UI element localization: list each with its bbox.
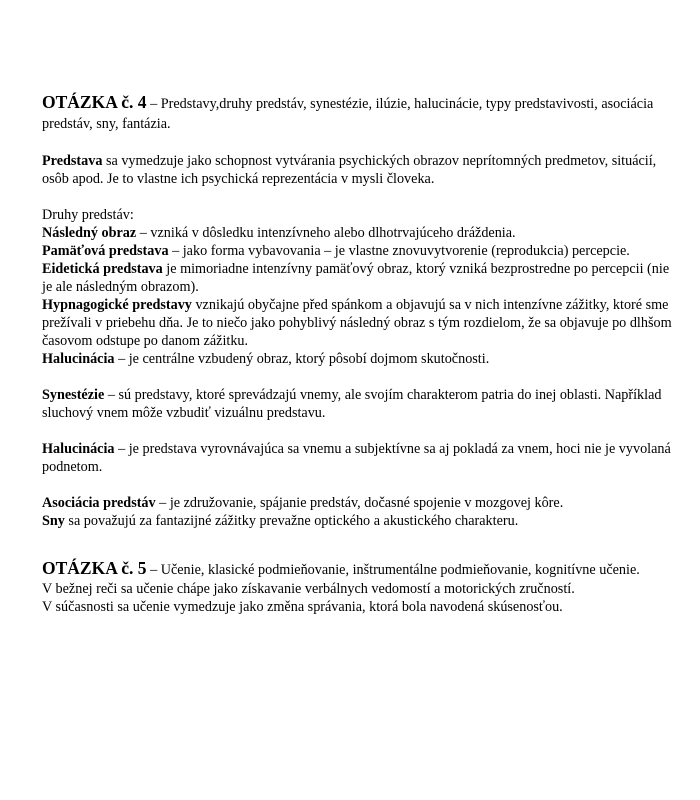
definition-paragraph <box>42 152 682 188</box>
type-term: Hypnagogické predstavy <box>42 297 192 313</box>
type-text: – vzniká v dôsledku intenzívneho alebo dlhotrvajúceho dráždenia. <box>136 225 516 241</box>
synestezie-paragraph <box>42 386 682 422</box>
halucinacia-term: Halucinácia <box>42 441 115 457</box>
question-5-heading <box>42 558 682 580</box>
synestezie-term: Synestézie <box>42 387 105 403</box>
type-term: Halucinácia <box>42 351 115 367</box>
question-4-label: OTÁZKA č. 4 <box>42 92 147 112</box>
type-item <box>42 224 682 242</box>
synestezie-text: – sú predstavy, ktoré sprevádzajú vnemy, ale svojím charakterom patria do inej oblasti. Například sluchový vnem môže vzbudiť vizuálnu predstavu. <box>42 387 662 421</box>
type-term: Eidetická predstava <box>42 261 163 277</box>
halucinacia-text: – je predstava vyrovnávajúca sa vnemu a subjektívne sa aj pokladá za vnem, hoci nie je vyvolaná podnetom. <box>42 441 671 475</box>
question-4-topic: – Predstavy,druhy predstáv, synestézie, ilúzie, halucinácie, typy predstavivosti, asociácia predstáv, sny, fantázia. <box>42 96 654 132</box>
type-term: Pamäťová predstava <box>42 243 169 259</box>
type-term: Následný obraz <box>42 225 137 241</box>
type-item <box>42 350 682 368</box>
type-text: – je centrálne vzbudený obraz, ktorý pôsobí dojmom skutočnosti. <box>114 351 490 367</box>
halucinacia-paragraph <box>42 440 682 476</box>
definition-term: Predstava <box>42 153 103 169</box>
type-text: – jako forma vybavovania – je vlastne znovuvytvorenie (reprodukcia) percepcie. <box>168 243 630 259</box>
asociacia-text: – je združovanie, spájanie predstáv, dočasné spojenie v mozgovej kôre. <box>155 495 564 511</box>
type-text: je mimoriadne intenzívny pamäťový obraz, ktorý vzniká bezprostredne po percepcii (nie je ale následným obrazom). <box>42 261 670 295</box>
ucenie-line: V bežnej reči sa učenie chápe jako získavanie verbálnych vedomostí a motorických zručností. <box>42 581 575 597</box>
sny-term: Sny <box>42 513 65 529</box>
type-item <box>42 242 682 260</box>
question-5-topic: – Učenie, klasické podmieňovanie, inštrumentálne podmieňovanie, kognitívne učenie. <box>150 562 640 578</box>
definition-text: sa vymedzuje jako schopnost vytvárania psychických obrazov neprítomných predmetov, situácií, osôb apod. Je to vlastne ich psychická reprezentácia v mysli človeka. <box>42 153 657 187</box>
asociacia-paragraph <box>42 494 682 512</box>
type-item <box>42 260 682 296</box>
question-5-label: OTÁZKA č. 5 <box>42 558 147 578</box>
sny-paragraph <box>42 512 682 530</box>
types-heading: Druhy predstáv: <box>42 207 134 223</box>
sny-text: sa považujú za fantazijné zážitky prevažne optického a akustického charakteru. <box>64 513 519 529</box>
type-text: vznikajú obyčajne před spánkom a objavujú sa v nich intenzívne zážitky, ktoré sme prežívali v priebehu dňa. Je to niečo jako pohyblivý následný obraz s tým rozdielom, že sa objavuje po dlhšom časovom odstupe po danom zážitku. <box>42 297 672 349</box>
type-item <box>42 296 682 350</box>
document-content <box>42 92 682 616</box>
question-4-heading <box>42 92 682 134</box>
ucenie-line: V súčasnosti sa učenie vymedzuje jako změna správania, ktorá bola navodená skúsenosťou. <box>42 599 563 615</box>
asociacia-term: Asociácia predstáv <box>42 495 156 511</box>
